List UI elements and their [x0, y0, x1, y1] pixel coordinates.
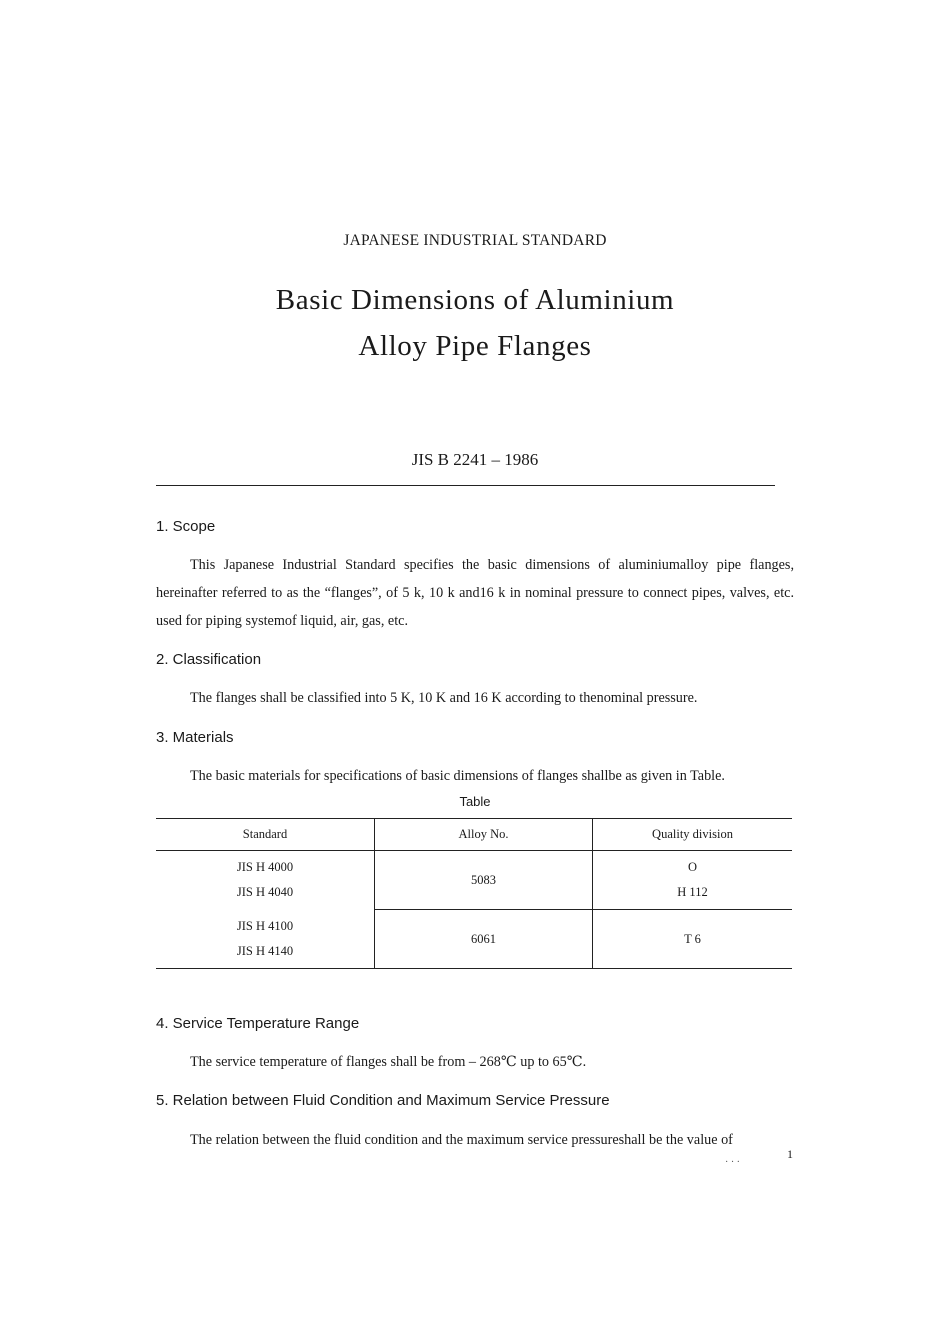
page-number: 1 — [787, 1147, 793, 1161]
section-text-scope: This Japanese Industrial Standard specifies the basic dimensions of aluminiumalloy pipe flanges, hereinafter referred to as the “flanges”, of 5 k, 10 k and16 k in nominal pressure to connect pipes, valves, etc. used for piping systemof liquid, air, gas, etc. — [156, 557, 794, 629]
document-title-line1: Basic Dimensions of Aluminium — [275, 284, 675, 316]
standard-label: JAPANESE INDUSTRIAL STANDARD — [343, 232, 607, 249]
cell-alloy: 6061 — [375, 910, 593, 969]
header-alloy-no: Alloy No. — [375, 819, 593, 851]
section-heading-materials: 3. Materials — [156, 729, 234, 746]
header-standard: Standard — [156, 819, 375, 851]
standard-value: JIS H 4100 — [236, 918, 294, 933]
section-heading-scope: 1. Scope — [156, 518, 216, 535]
header-quality-division: Quality division — [593, 819, 793, 851]
section-text-classification: The flanges shall be classified into 5 K, 10 K and 16 K according to thenominal pressure. — [190, 690, 698, 706]
cutoff-text: · · · — [725, 1157, 740, 1168]
document-title-line2: Alloy Pipe Flanges — [358, 330, 592, 362]
table-caption: Table — [459, 794, 491, 809]
cell-quality — [593, 851, 793, 910]
quality-value: H 112 — [677, 885, 708, 899]
section-text-temperature: The service temperature of flanges shall be from – 268℃ up to 65℃. — [190, 1054, 587, 1070]
cell-alloy: 5083 — [375, 851, 593, 910]
table-row — [156, 851, 792, 910]
standard-value: JIS H 4000 — [236, 860, 294, 875]
cell-quality: T 6 — [593, 910, 793, 969]
title-divider — [156, 485, 775, 486]
standard-code: JIS B 2241 – 1986 — [411, 450, 539, 469]
materials-table — [156, 818, 792, 969]
cell-standard — [156, 910, 375, 969]
section-heading-temperature: 4. Service Temperature Range — [156, 1015, 360, 1032]
section-text-materials: The basic materials for specifications of basic dimensions of flanges shallbe as given in Table. — [190, 768, 725, 784]
standard-value: JIS H 4140 — [236, 943, 294, 958]
standard-value: JIS H 4040 — [236, 885, 294, 900]
cell-standard — [156, 851, 375, 910]
section-text-relation: The relation between the fluid condition and the maximum service pressureshall be the value of — [190, 1132, 733, 1148]
table-header-row — [156, 819, 792, 851]
section-heading-classification: 2. Classification — [156, 651, 262, 668]
section-heading-relation: 5. Relation between Fluid Condition and Maximum Service Pressure — [156, 1092, 610, 1109]
quality-value: O — [687, 860, 698, 874]
table-row — [156, 910, 792, 969]
